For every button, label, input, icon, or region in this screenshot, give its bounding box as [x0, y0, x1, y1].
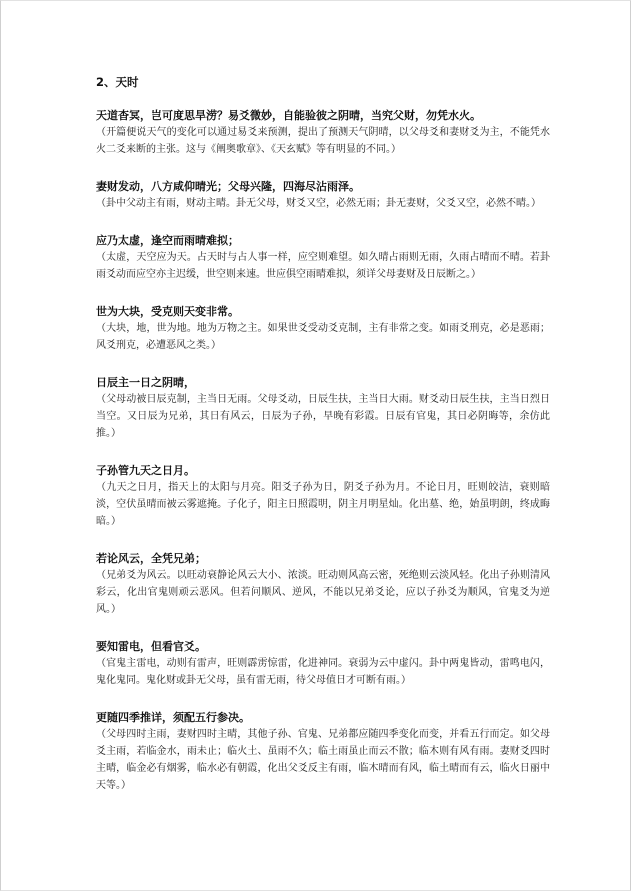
verse-section-8 — [96, 639, 550, 689]
commentary-text: （父母动被日辰克制，主当日无雨。父母爻动，日辰生扶，主当日大雨。财爻动日辰生扶，主当日烈日当空。又日辰为兄弟，其日有风云，日辰为子孙，早晚有彩霞。日辰有官鬼，其日必阴晦等，余仿此推。） — [96, 394, 550, 439]
commentary-text: （卦中父动主有雨，财动主晴。卦无父母，财爻又空，必然无雨；卦无妻财，父爻又空，必然不晴。） — [96, 198, 541, 209]
verse-text: 更随四季推详，须配五行参决。 — [96, 711, 250, 724]
verse-text: 世为大块，受克则天变非常。 — [96, 305, 239, 318]
verse-section-4 — [96, 304, 550, 354]
verse-section-2 — [96, 179, 550, 212]
commentary-text: （太虚，天空应为天。占天时与占人事一样，应空则难望。如久晴占雨则无雨，久雨占晴而不晴。若卦雨爻动而应空亦主迟缓，世空则来速。世应俱空雨晴难拟，须详父母妻财及日辰断之。） — [96, 252, 550, 280]
commentary-text: （九天之日月，指天上的太阳与月亮。阳爻子孙为日，阴爻子孙为月。不论日月，旺则皎洁，衰则暗淡，空伏虽晴而被云雾遮掩。子化子，阳主日照霞明，阴主月明星灿。化出墓、绝，始虽明朗，终成晦暗。） — [96, 482, 550, 527]
commentary-text: （开篇便说天气的变化可以通过易爻来预测，提出了预测天气阴晴，以父母爻和妻财爻为主，不能凭水火二爻来断的主张。这与《阐奥歌章》、《天玄赋》等有明显的不同。） — [96, 127, 550, 155]
verse-section-9 — [96, 710, 550, 794]
commentary-text: （大块，地，世为地。地为万物之主。如果世爻受动爻克制，主有非常之变。如雨爻刑克，必是恶雨；风爻刑克，必遭恶风之类。） — [96, 323, 550, 351]
commentary-text: （官鬼主雷电，动则有雷声，旺则霹雳惊雷，化进神同。衰弱为云中虚闪。卦中两鬼皆动，雷鸣电闪，鬼化鬼同。鬼化财或卦无父母，虽有雷无雨，待父母值日才可断有雨。） — [96, 658, 550, 686]
verse-text: 子孙管九天之日月。 — [96, 464, 195, 477]
verse-text: 若论风云，全凭兄弟； — [96, 552, 206, 565]
commentary-text: （兄弟爻为风云。以旺动衰静论风云大小、浓淡。旺动则风高云密，死绝则云淡风轻。化出子孙则清风彩云，化出官鬼则顽云恶风。但若问顺风、逆风，不能以兄弟爻论，应以子孙爻为顺风，官鬼爻为逆风。） — [96, 570, 550, 615]
commentary-text: （父母四时主雨，妻财四时主晴，其他子孙、官鬼、兄弟都应随四季变化而变，并看五行而定。如父母爻主雨，若临金水，雨未止；临火土、虽雨不久；临土雨虽止而云不散；临木则有风有雨。妻财爻四时主晴，临金必有烟雾，临水必有朝霞，化出父爻反主有雨，临木晴而有风，临土晴而有云，临火日丽中天等。） — [96, 729, 550, 791]
verse-section-7 — [96, 551, 550, 618]
verse-text: 要知雷电，但看官爻。 — [96, 640, 206, 653]
verse-section-6 — [96, 463, 550, 530]
verse-text: 应乃太虚，逢空而雨晴难拟； — [96, 234, 239, 247]
verse-section-5 — [96, 375, 550, 442]
section-heading: 2、天时 — [96, 75, 139, 89]
verse-section-3 — [96, 233, 550, 283]
verse-text: 日辰主一日之阴晴， — [96, 376, 195, 389]
verse-text: 天道杳冥，岂可度思旱涝？易爻微妙，自能验彼之阴晴，当究父财，勿凭水火。 — [96, 109, 481, 122]
verse-text: 妻财发动，八方咸仰晴光；父母兴隆，四海尽沾雨泽。 — [96, 180, 360, 193]
verse-section-1 — [96, 108, 550, 158]
page-content — [96, 74, 550, 815]
